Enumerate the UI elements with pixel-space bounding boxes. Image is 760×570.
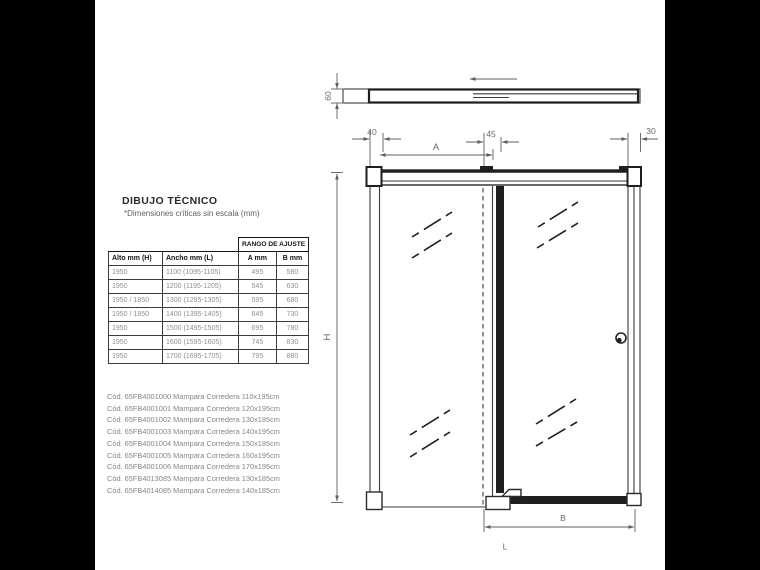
cell-ancho: 1300 (1295-1305) [163, 294, 239, 308]
plan-view [323, 73, 640, 119]
cell-ancho: 1200 (1195-1205) [163, 280, 239, 294]
dim-label-60: 60 [323, 91, 333, 101]
cell-a: 545 [239, 280, 277, 294]
product-code-line: Cód. 65FB4001003 Mampara Corredera 140x195cm [107, 427, 280, 437]
col-header-a-mm: A mm [239, 252, 277, 266]
cell-b: 730 [276, 308, 308, 322]
cell-ancho: 1700 (1695-1705) [163, 350, 239, 364]
technical-drawing-canvas [95, 0, 665, 570]
cell-alto: 1950 / 1850 [109, 294, 163, 308]
letterbox-left [0, 0, 95, 570]
cell-a: 595 [239, 294, 277, 308]
header-end-cap-right [628, 167, 642, 186]
cell-b: 580 [276, 266, 308, 280]
elevation-view [322, 166, 641, 552]
dimension-60 [323, 73, 344, 119]
product-code-line: Cód. 65FB4014085 Mampara Corredera 140x185cm [107, 485, 280, 495]
cell-alto: 1950 / 1850 [109, 308, 163, 322]
cell-alto: 1950 [109, 336, 163, 350]
sliding-door-stile [496, 186, 504, 493]
col-header-alto: Alto mm (H) [109, 252, 163, 266]
product-code-line: Cód. 65FB4001000 Mampara Corredera 110x195cm [107, 392, 280, 401]
product-code-line: Cód. 65FB4001001 Mampara Corredera 120x195cm [107, 403, 280, 413]
cell-b: 830 [276, 336, 308, 350]
dim-label-H: H [322, 333, 333, 341]
cell-ancho: 1400 (1395-1405) [163, 308, 239, 322]
dimension-B [484, 509, 635, 532]
cell-b: 880 [276, 350, 308, 364]
cell-alto: 1950 [109, 280, 163, 294]
bottom-rail [507, 496, 627, 504]
cell-ancho: 1600 (1595-1605) [163, 336, 239, 350]
letterbox-right [665, 0, 760, 570]
dim-label-30: 30 [646, 126, 656, 136]
dim-label-B: B [560, 513, 566, 523]
span-header-rango-de-ajuste: RANGO DE AJUSTE [239, 238, 309, 252]
cell-alto: 1950 [109, 322, 163, 336]
cell-a: 645 [239, 308, 277, 322]
top-dimensions [352, 126, 658, 167]
bottom-rail-end-block [627, 494, 641, 506]
col-header-b-mm: B mm [276, 252, 308, 266]
cell-alto: 1950 [109, 266, 163, 280]
dim-label-L: L [502, 541, 508, 552]
cell-a: 795 [239, 350, 277, 364]
col-header-ancho: Ancho mm (L) [163, 252, 239, 266]
product-code-line: Cód. 65FB4001005 Mampara Corredera 160x195cm [107, 450, 280, 460]
product-code-line: Cód. 65FB4001006 Mampara Corredera 170x195cm [107, 462, 280, 472]
cell-a: 695 [239, 322, 277, 336]
product-code-line: Cód. 65FB4001002 Mampara Corredera 130x195cm [107, 415, 280, 425]
glass-reflection-marks [410, 202, 578, 457]
cell-alto: 1950 [109, 350, 163, 364]
cell-a: 745 [239, 336, 277, 350]
cad-drawing [95, 0, 665, 570]
bottom-guide-top [502, 490, 521, 497]
cell-b: 680 [276, 294, 308, 308]
cell-a: 495 [239, 266, 277, 280]
dimension-H [322, 173, 343, 503]
page-title: DIBUJO TÉCNICO [122, 195, 218, 207]
wall-profile-foot [367, 492, 383, 510]
product-code-line: Cód. 65FB4001004 Mampara Corredera 150x195cm [107, 438, 280, 448]
page-subtitle: *Dimensiones críticas sin escala (mm) [124, 209, 260, 218]
cell-b: 630 [276, 280, 308, 294]
bottom-guide-block [486, 497, 510, 510]
door-knob [616, 333, 626, 343]
dim-label-A: A [432, 142, 440, 153]
dim-label-40: 40 [367, 127, 377, 137]
dim-label-45: 45 [486, 129, 496, 139]
product-code-line: Cód. 65FB4013085 Mampara Corredera 130x185cm [107, 473, 280, 483]
cell-b: 780 [276, 322, 308, 336]
cell-ancho: 1100 (1095-1105) [163, 266, 239, 280]
header-end-cap-left [367, 167, 382, 186]
roller-cover-left [480, 166, 493, 172]
cell-ancho: 1500 (1495-1505) [163, 322, 239, 336]
